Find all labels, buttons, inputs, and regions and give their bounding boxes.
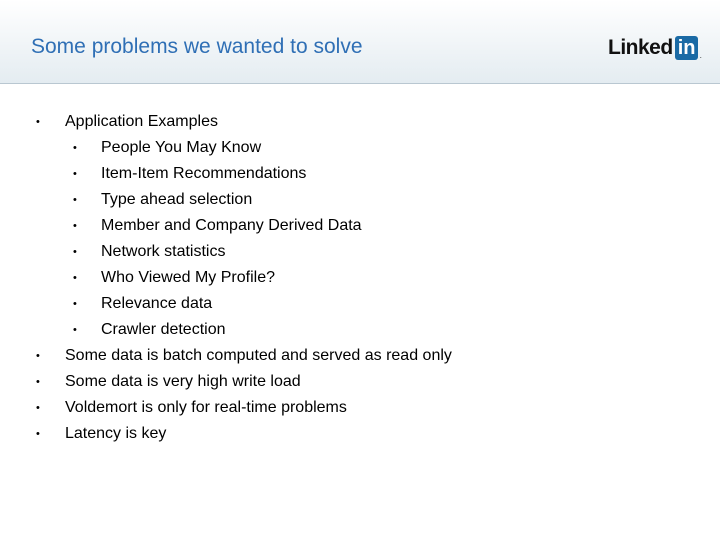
bullet-icon: • <box>73 168 77 180</box>
slide-header <box>0 0 720 84</box>
bullet-text: Voldemort is only for real-time problems <box>65 399 347 416</box>
sub-bullet-item <box>0 213 720 239</box>
sub-bullet-item <box>0 317 720 343</box>
bullet-text: Relevance data <box>101 295 213 312</box>
bullet-icon: • <box>36 428 40 440</box>
bullet-item <box>0 421 720 447</box>
bullet-list <box>0 109 720 447</box>
sub-bullet-item <box>0 135 720 161</box>
bullet-text: Network statistics <box>101 243 226 260</box>
bullet-text: Item-Item Recommendations <box>101 165 307 182</box>
sub-bullet-item <box>0 239 720 265</box>
bullet-icon: • <box>73 246 77 258</box>
bullet-text: Application Examples <box>65 113 218 130</box>
bullet-icon: • <box>73 142 77 154</box>
logo-mark: . <box>699 50 702 60</box>
bullet-text: Some data is very high write load <box>65 373 301 390</box>
bullet-item <box>0 109 720 135</box>
sub-bullet-item <box>0 291 720 317</box>
bullet-icon: • <box>36 116 40 128</box>
bullet-icon: • <box>73 272 77 284</box>
bullet-icon: • <box>73 194 77 206</box>
bullet-text: Type ahead selection <box>101 191 253 208</box>
bullet-item <box>0 343 720 369</box>
bullet-icon: • <box>73 324 77 336</box>
bullet-icon: • <box>73 220 77 232</box>
bullet-item <box>0 395 720 421</box>
bullet-text: Member and Company Derived Data <box>101 217 362 234</box>
bullet-text: Latency is key <box>65 425 167 442</box>
bullet-text: People You May Know <box>101 139 262 156</box>
bullet-text: Crawler detection <box>101 321 226 338</box>
logo-in-box: in <box>675 36 699 60</box>
bullet-text: Who Viewed My Profile? <box>101 269 275 286</box>
sub-bullet-item <box>0 265 720 291</box>
bullet-text: Some data is batch computed and served as read only <box>65 347 452 364</box>
slide-title: Some problems we wanted to solve <box>31 35 363 58</box>
logo-word: Linked <box>608 36 673 59</box>
bullet-icon: • <box>36 376 40 388</box>
bullet-icon: • <box>73 298 77 310</box>
bullet-icon: • <box>36 350 40 362</box>
bullet-item <box>0 369 720 395</box>
bullet-icon: • <box>36 402 40 414</box>
linkedin-logo <box>608 35 702 61</box>
sub-bullet-item <box>0 161 720 187</box>
sub-bullet-item <box>0 187 720 213</box>
